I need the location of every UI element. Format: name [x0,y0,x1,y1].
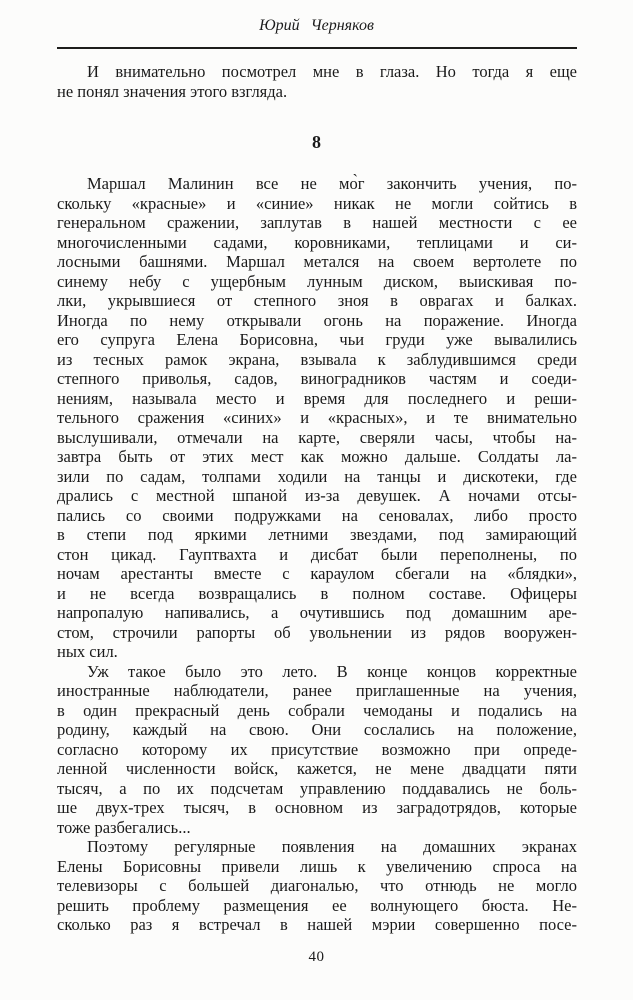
text-line: в степи под яркими летними звездами, под замирающий [57,525,577,544]
text-line: степного приволья, садов, виноградников частям и соеди- [57,369,577,388]
text-line: Иногда по нему открывали огонь на поражение. Иногда [57,310,577,330]
text-line: Елены Борисовны привели лишь к увеличению спроса на [57,856,577,876]
header-divider-rule [57,47,577,49]
text-line: зили по садам, толпами ходили на танцы и дискотеки, где [57,466,577,486]
text-line: пались со своими подружками на сеновалах, либо просто [57,505,577,525]
text-line: ночам арестанты вместе с караулом сбегали на «блядки», [57,564,577,583]
text-line: сколько раз я встречал в нашей мэрии совершенно посе- [57,915,577,934]
text-line: многочисленными садами, коровниками, теплицами и си- [57,232,577,252]
text-line: скольку «красные» и «синие» никак не могли сойтись в [57,193,577,213]
text-line: тельного сражения «синих» и «красных», и те внимательно [57,408,577,427]
text-line: выслушивали, отмечали на карте, сверяли часы, чтобы на- [57,427,577,447]
text-line: стом, строчили рапорты об увольнении из рядов вооружен- [57,622,577,642]
text-line: напропалую напивались, а очутившись под домашним аре- [57,603,577,622]
text-line: и не всегда возвращались в полном составе. Офицеры [57,583,577,603]
text-line: тысяч, а по их подсчетам управлению поддавались не боль- [57,778,577,798]
text-line: согласно которому их присутствие возможно при опреде- [57,739,577,759]
body-text [57,174,577,935]
text-line: в один прекрасный день собрали чемоданы и подались на [57,700,577,720]
text-line: из тесных рамок экрана, взывала к заблудившимся среди [57,349,577,369]
text-line: ше двух-трех тысяч, в основном из заградотрядов, которые [57,798,577,817]
text-line: генеральном сражении, заплутав в нашей местности с ее [57,213,577,232]
paragraph-2 [57,662,577,838]
text-line: родину, каждый на свою. Они сослались на положение, [57,720,577,739]
chapter-number: 8 [312,132,321,152]
text-line: иностранные наблюдатели, ранее приглашенные на учения, [57,681,577,700]
text-line: синему небу с ущербным лунным диском, выискивая по- [57,271,577,291]
text-line: тоже разбегались... [57,817,191,837]
text-line: И внимательно посмотрел мне в глаза. Но тогда я еще [87,62,577,81]
text-line: ных сил. [57,642,118,661]
text-line: Уж такое было это лето. В конце концов корректные [87,661,577,681]
text-line: ленной численности войск, кажется, не мене двадцати пяти [57,759,577,778]
text-line: нениям, называла место и время для последнего и реши- [57,388,577,408]
text-line: завтра быть от этих мест как можно дальше. Солдаты ла- [57,447,577,466]
running-head-author: Юрий Черняков [259,17,374,34]
text-line: Маршал Малинин все не мо̀г закончить учения, по- [87,174,577,193]
text-line: стон цикад. Гауптвахта и дисбат были переполнены, по [57,544,577,564]
paragraph-3 [57,837,577,935]
text-line: решить проблему размещения ее волнующего бюста. Не- [57,895,577,915]
text-line: не понял значения этого взгляда. [57,81,288,101]
intro-paragraph [57,62,577,101]
text-line: лки, укрывшиеся от степного зноя в оврагах и балках. [57,291,577,310]
text-line: лосными башнями. Маршал метался на своем вертолете по [57,252,577,271]
paragraph-1 [57,174,577,662]
text-line: телевизоры с большей диагональю, что отнюдь не могло [57,876,577,895]
text-line: его супруга Елена Борисовна, чьи груди уже вывалились [57,330,577,349]
text-line: дрались с местной шпаной из-за девушек. А ночами отсы- [57,486,577,505]
page-number: 40 [308,948,325,965]
text-line: Поэтому регулярные появления на домашних экранах [87,837,577,856]
